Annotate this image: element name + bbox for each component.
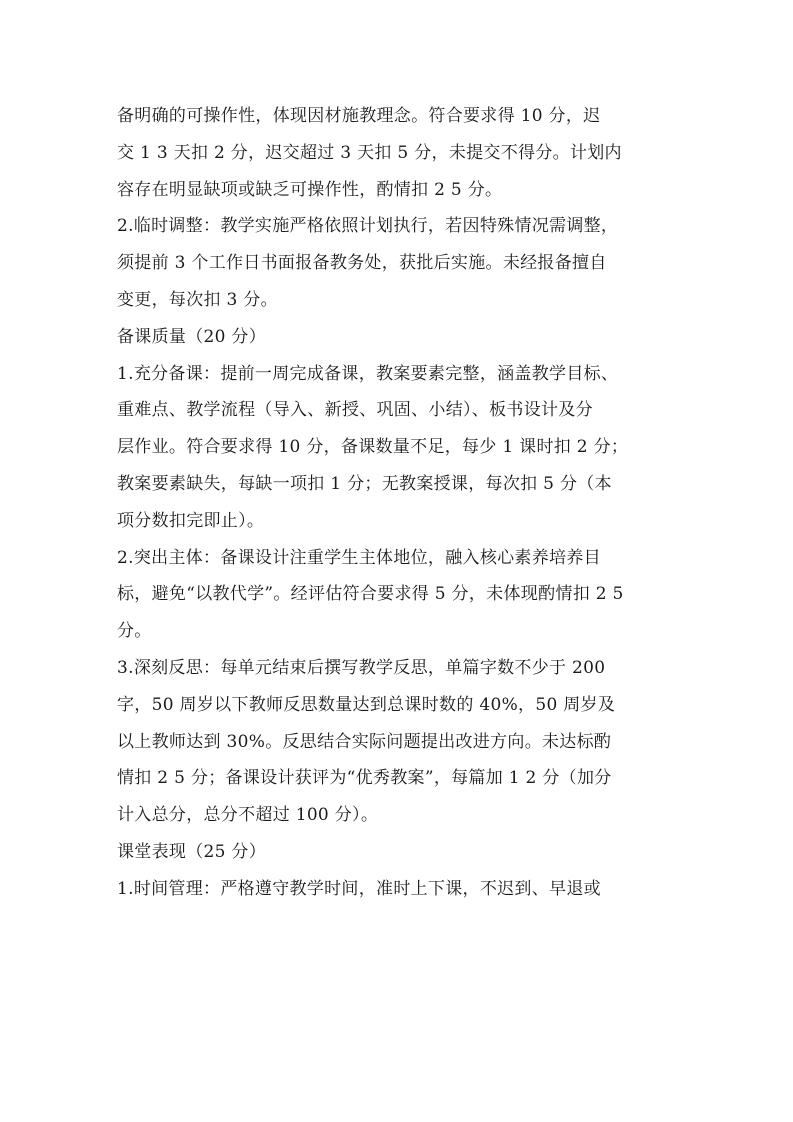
document-body — [117, 98, 677, 908]
text-line: 备明确的可操作性，体现因材施教理念。符合要求得 10 分，迟 — [117, 106, 601, 126]
text-line: 重难点、教学流程（导入、新授、巩固、小结）、板书设计及分 — [117, 400, 593, 421]
text-line: 2.临时调整：教学实施严格依照计划执行，若因特殊情况需调整， — [117, 216, 619, 237]
text-line: 项分数扣完即止）。 — [117, 510, 265, 531]
text-line: 1.充分备课：提前一周完成备课，教案要素完整，涵盖教学目标、 — [117, 363, 619, 384]
text-line: 标，避免“以教代学”。经评估符合要求得 5 分，未体现酌情扣 2 5 — [117, 584, 624, 605]
text-line: 情扣 2 5 分；备课设计获评为“优秀教案”，每篇加 1 2 分（加分 — [117, 768, 612, 789]
section-heading: 备课质量（20 分） — [117, 326, 267, 347]
text-line: 须提前 3 个工作日书面报备教务处，获批后实施。未经报备擅自 — [117, 253, 607, 274]
text-line: 2.突出主体：备课设计注重学生主体地位，融入核心素养培养目 — [117, 547, 601, 568]
text-line: 变更，每次扣 3 分。 — [117, 289, 278, 310]
text-line: 3.深刻反思：每单元结束后撰写教学反思，单篇字数不少于 200 — [117, 657, 606, 678]
text-line: 容存在明显缺项或缺乏可操作性，酌情扣 2 5 分。 — [117, 179, 503, 200]
text-line: 交 1 3 天扣 2 分，迟交超过 3 天扣 5 分，未提交不得分。计划内 — [117, 142, 622, 163]
text-line: 以上教师达到 30%。反思结合实际问题提出改进方向。未达标酌 — [117, 731, 612, 752]
text-line: 教案要素缺失，每缺一项扣 1 分；无教案授课，每次扣 5 分（本 — [117, 473, 612, 494]
text-line: 计入总分，总分不超过 100 分）。 — [117, 805, 379, 826]
text-line: 层作业。符合要求得 10 分，备课数量不足，每少 1 课时扣 2 分； — [117, 437, 629, 458]
text-line: 字，50 周岁以下教师反思数量达到总课时数的 40%，50 周岁及 — [117, 694, 616, 715]
text-line: 1.时间管理：严格遵守教学时间，准时上下课，不迟到、早退或 — [117, 878, 601, 899]
section-heading: 课堂表现（25 分） — [117, 841, 267, 862]
text-line: 分。 — [117, 621, 152, 642]
